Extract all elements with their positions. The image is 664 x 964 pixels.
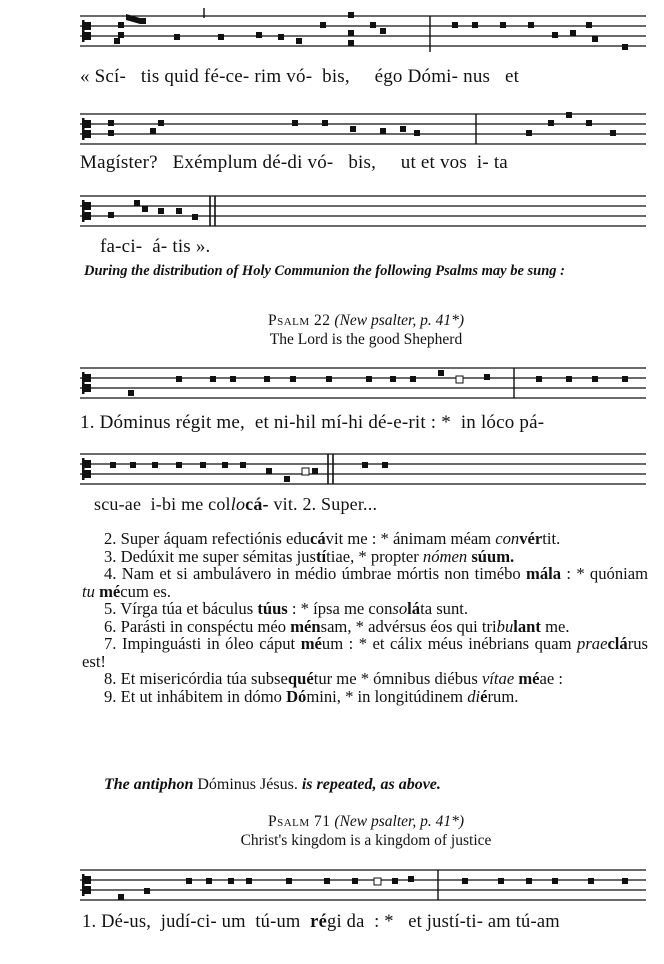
verse-text: tiae, * propter <box>326 546 423 566</box>
verse-6 <box>82 618 648 636</box>
communion-rubric: During the distribution of Holy Communion the following Psalms may be sung : <box>84 263 566 279</box>
accent: tu <box>82 581 95 601</box>
verse-text: 3. Dedúxit me super sémitas jus <box>104 546 316 566</box>
verse-text: mini, * in longitúdinem <box>306 686 468 706</box>
lyric-line-6 <box>82 912 560 933</box>
accent: mé <box>99 581 121 601</box>
accent: mála <box>526 564 562 583</box>
verse-text: tri <box>481 616 497 636</box>
lyric-5-end: vit. 2. Super... <box>268 494 378 514</box>
accent: túus <box>257 599 288 618</box>
psalm22-title: Psalm 22 <box>267 312 331 329</box>
accent: mé <box>518 669 540 688</box>
verse-text: rum. <box>487 686 519 706</box>
verse-5 <box>82 600 648 618</box>
accent: clá <box>607 634 628 653</box>
lyric-6-c: gi da : * et justí-ti- am tú-am <box>327 912 560 932</box>
accent: tí <box>316 546 327 566</box>
verse-2 <box>82 530 648 548</box>
verse-3 <box>82 548 648 566</box>
lyric-line-5 <box>94 494 377 515</box>
psalm22-note: (New psalter, p. 41*) <box>334 312 465 329</box>
verse-9 <box>82 688 648 706</box>
verse-text: 5. Vírga túa et báculus <box>104 599 258 618</box>
verse-text: 9. Et ut inhábitem in dómo <box>104 686 287 706</box>
lyric-line-2: Magíster? Exémplum dé-di vó- bis, ut et vos i- ta <box>80 152 508 173</box>
accent: é <box>480 686 488 706</box>
accent: cá <box>309 529 326 548</box>
accent: bu <box>496 616 514 636</box>
verse-text: : * ípsa me con <box>287 599 393 618</box>
accent: súum. <box>471 546 515 566</box>
verse-text: 8. Et misericórdia túa subse <box>104 669 288 688</box>
verse-text: : * quóniam <box>561 564 648 583</box>
verse-text: 7. Impinguásti in óleo cáput <box>104 634 301 653</box>
verse-8 <box>82 670 648 688</box>
verse-text: me. <box>540 616 570 636</box>
verse-text: tur me * ómnibus diébus <box>313 669 482 688</box>
verse-7 <box>82 635 648 670</box>
accent: nómen <box>422 546 468 566</box>
lyric-6-a: 1. Dé-us, judí-ci- um tú-um <box>82 912 311 932</box>
rubric-text: is repeated, as above. <box>297 776 441 793</box>
staff-4 <box>80 360 650 408</box>
staff-3 <box>80 188 650 238</box>
lyric-5-b: cá- <box>245 494 269 514</box>
staff-2 <box>80 106 650 158</box>
verse-text: tit. <box>542 529 561 548</box>
verse-text: 6. Parásti in conspéctu méo <box>104 616 291 636</box>
psalm71-note: (New psalter, p. 41*) <box>334 813 465 830</box>
staff-1 <box>80 8 650 60</box>
psalm71-heading <box>86 813 646 831</box>
verse-text: rus est! <box>82 634 648 671</box>
antiphon-incipit: Dóminus Jésus. <box>197 776 298 793</box>
verse-text: ae : <box>539 669 564 688</box>
verse-text: ta sunt. <box>420 599 469 618</box>
staff-5 <box>80 446 650 494</box>
psalm22-subtitle: The Lord is the good Shepherd <box>269 331 463 348</box>
lyric-line-3: fa-ci- á- tis ». <box>100 236 211 257</box>
accent: con <box>495 529 520 548</box>
accent: lá <box>407 599 421 618</box>
verse-text: sam, * advérsus éos qui <box>320 616 482 636</box>
lyric-5-a: scu-ae i-bi me col <box>94 494 231 514</box>
psalm22-heading <box>86 312 646 330</box>
accent: vér <box>519 529 543 548</box>
lyric-5-it: lo <box>230 494 246 514</box>
accent: so <box>392 599 408 618</box>
lyric-line-1: « Scí- tis quid fé-ce- rim vó- bis, égo Dómi- nus et <box>80 66 520 87</box>
lyric-line-4: 1. Dóminus régit me, et ni-hil mí-hi dé-e-rit : * in lóco pá- <box>80 412 545 433</box>
accent: di <box>467 686 481 706</box>
verse-text: cum es. <box>120 581 171 601</box>
accent: prae <box>577 634 608 653</box>
verse-4 <box>82 565 648 600</box>
psalm71-title: Psalm 71 <box>267 813 331 830</box>
accent: mé <box>300 634 322 653</box>
staff-6 <box>80 862 650 910</box>
verse-text: vit me : * ánimam méam <box>325 529 496 548</box>
lyric-6-accent: ré <box>310 912 327 932</box>
psalm71-subtitle: Christ's kingdom is a kingdom of justice <box>240 832 492 849</box>
accent: qué <box>287 669 314 688</box>
psalm22-verses <box>82 530 648 705</box>
accent: vítae <box>481 669 515 688</box>
verse-text: 4. Nam et si ambulávero in médio úmbrae mórtis non timébo <box>104 564 527 583</box>
verse-text: 2. Super áquam refectiónis edu <box>104 529 310 548</box>
accent: mén <box>290 616 321 636</box>
antiphon-repeat-rubric <box>104 776 441 794</box>
verse-text: um : * et cálix méus inébrians quam <box>321 634 578 653</box>
rubric-text: The antiphon <box>104 776 198 793</box>
accent: lant <box>513 616 541 636</box>
accent: Dó <box>286 686 307 706</box>
